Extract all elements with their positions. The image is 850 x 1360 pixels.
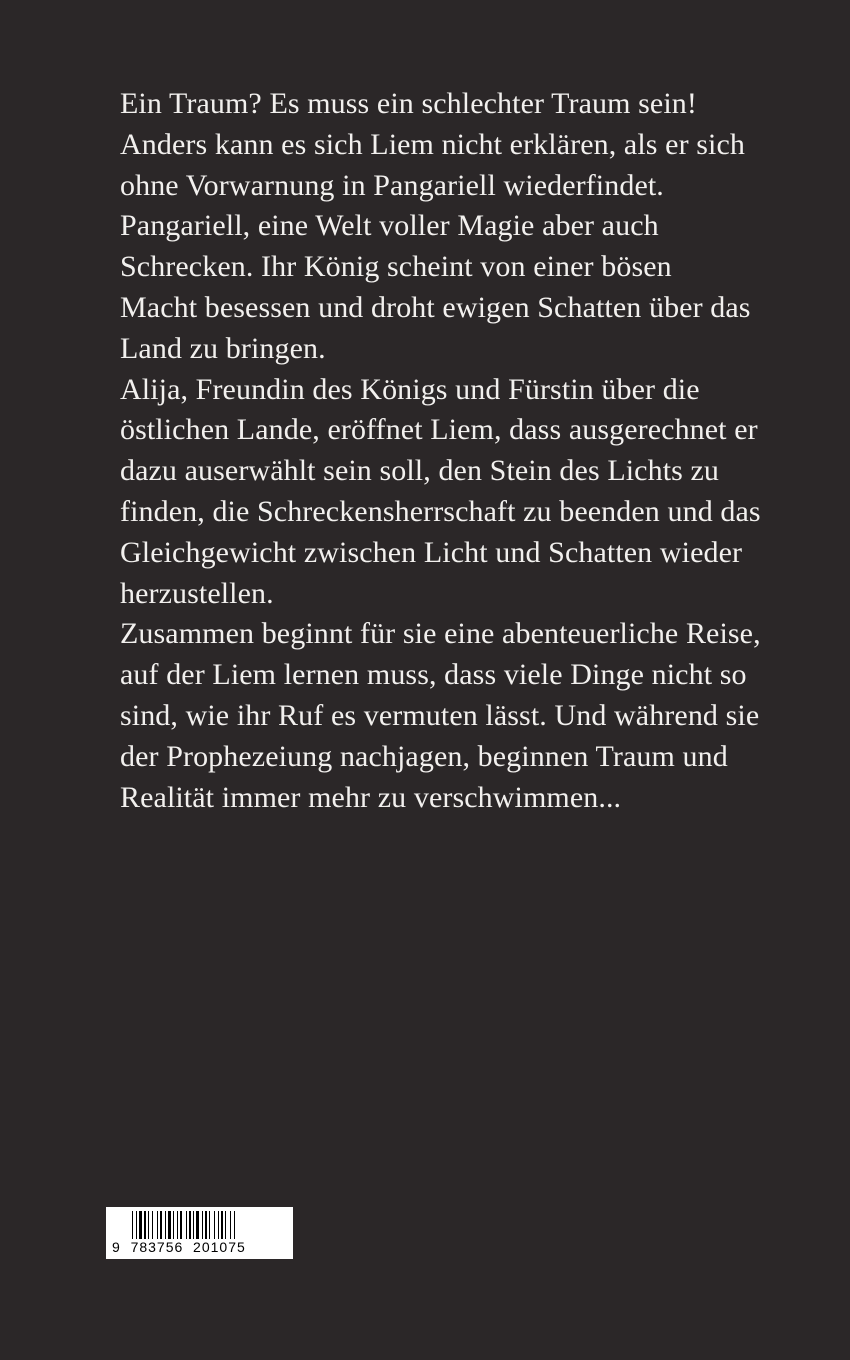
barcode-bar bbox=[148, 1211, 149, 1239]
barcode-bar bbox=[205, 1211, 207, 1239]
blurb-line: dazu auserwählt sein soll, den Stein des Lichts zu bbox=[120, 454, 720, 488]
blurb-line: Zusammen beginnt für sie eine abenteuerliche Reise, bbox=[120, 617, 761, 651]
barcode-bar bbox=[168, 1211, 171, 1239]
barcode-bars bbox=[106, 1207, 293, 1241]
barcode-bar bbox=[165, 1211, 166, 1239]
blurb-line: Pangariell, eine Welt voller Magie aber auch bbox=[120, 209, 659, 243]
barcode-bar bbox=[209, 1211, 210, 1239]
blurb-line: Realität immer mehr zu verschwimmen... bbox=[120, 780, 622, 814]
barcode-bar bbox=[202, 1211, 203, 1239]
blurb-line: Ein Traum? Es muss ein schlechter Traum sein! bbox=[120, 87, 697, 120]
barcode-bar bbox=[139, 1211, 142, 1239]
barcode-bar bbox=[132, 1211, 133, 1239]
barcode-bar bbox=[221, 1211, 223, 1239]
barcode-bar bbox=[218, 1211, 219, 1239]
blurb-line: herzustellen. bbox=[120, 576, 274, 610]
barcode-bar bbox=[234, 1211, 235, 1239]
barcode-bar bbox=[189, 1211, 191, 1239]
blurb-line: östlichen Lande, eröffnet Liem, dass ausgerechnet er bbox=[120, 413, 758, 447]
blurb-text bbox=[120, 84, 820, 818]
barcode-bar bbox=[230, 1211, 231, 1239]
barcode-bar bbox=[193, 1211, 194, 1239]
barcode-bar bbox=[225, 1211, 226, 1239]
blurb-line: auf der Liem lernen muss, dass viele Dinge nicht so bbox=[120, 658, 747, 692]
blurb-line: der Prophezeiung nachjagen, beginnen Traum und bbox=[120, 739, 728, 773]
barcode-bar bbox=[157, 1211, 158, 1239]
blurb-line: Alija, Freundin des Königs und Fürstin über die bbox=[120, 372, 700, 406]
barcode-bar bbox=[196, 1211, 199, 1239]
blurb-line: Land zu bringen. bbox=[120, 331, 326, 365]
barcode-bar bbox=[177, 1211, 178, 1239]
barcode-bar bbox=[173, 1211, 174, 1239]
blurb-line: Schrecken. Ihr König scheint von einer bösen bbox=[120, 250, 672, 284]
barcode-bar bbox=[136, 1211, 137, 1239]
blurb-line: Gleichgewicht zwischen Licht und Schatten wieder bbox=[120, 535, 743, 569]
blurb-line: ohne Vorwarnung in Pangariell wiederfindet. bbox=[120, 168, 664, 202]
barcode-bar bbox=[152, 1211, 153, 1239]
barcode-bar bbox=[180, 1211, 182, 1239]
isbn-barcode bbox=[106, 1207, 293, 1259]
blurb-line: finden, die Schreckensherrschaft zu beenden und das bbox=[120, 494, 761, 528]
barcode-bar bbox=[144, 1211, 146, 1239]
barcode-bar bbox=[214, 1211, 215, 1239]
blurb-line: Anders kann es sich Liem nicht erklären, als er sich bbox=[120, 127, 745, 161]
barcode-bar bbox=[186, 1211, 187, 1239]
blurb-line: sind, wie ihr Ruf es vermuten lässt. Und während sie bbox=[120, 698, 760, 732]
barcode-digits: 9 783756 201075 bbox=[112, 1239, 246, 1255]
barcode-bar bbox=[160, 1211, 162, 1239]
blurb-line: Macht besessen und droht ewigen Schatten über das bbox=[120, 290, 751, 324]
